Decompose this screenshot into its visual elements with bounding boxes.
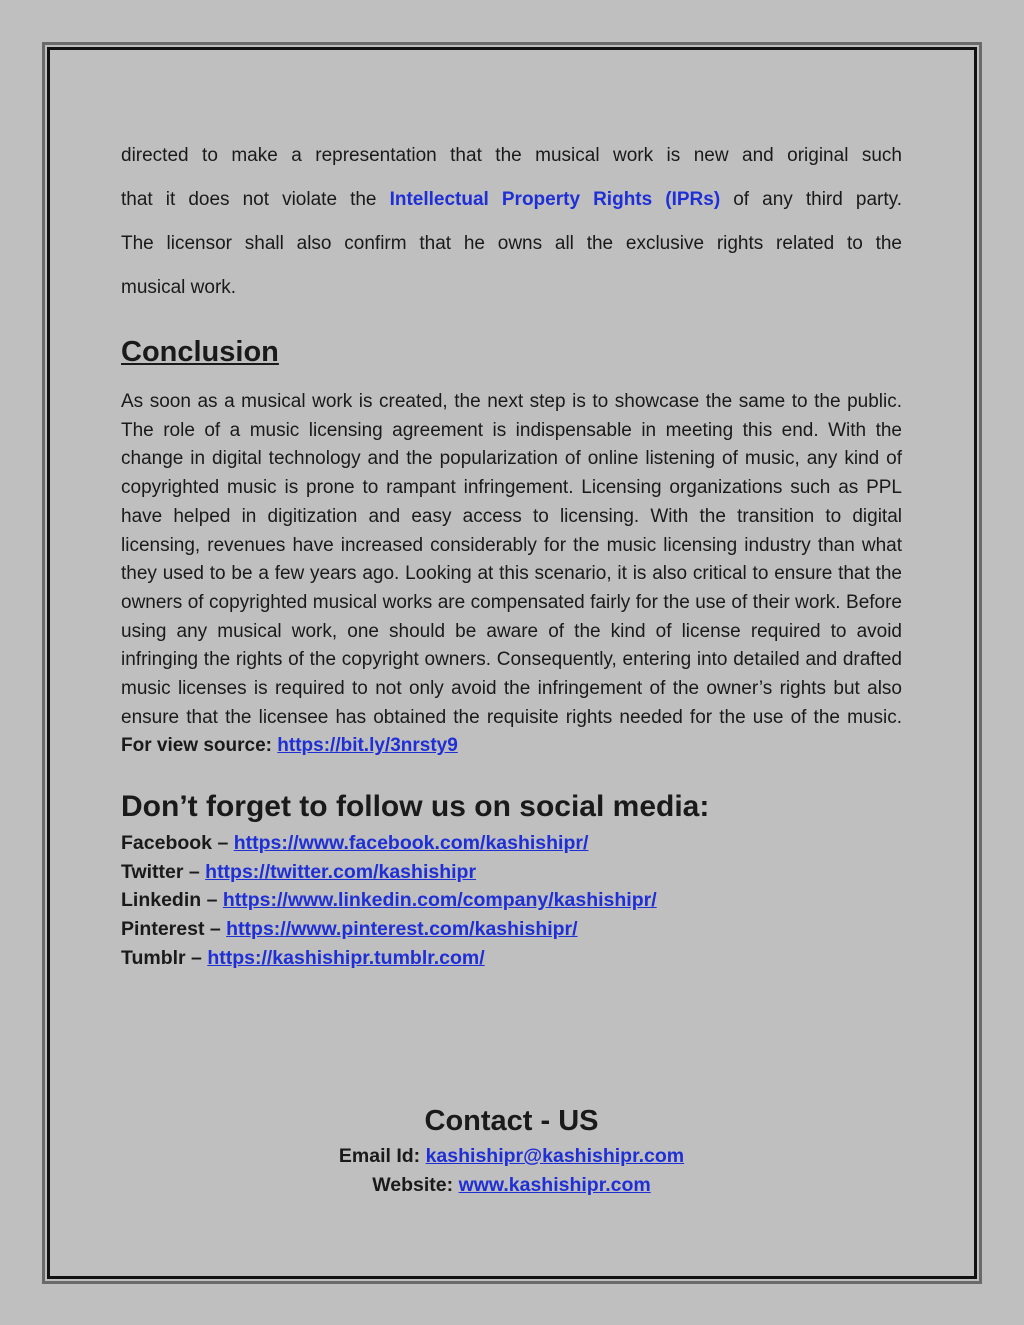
social-item-tumblr <box>121 944 902 973</box>
website-row <box>121 1171 902 1200</box>
social-item-twitter <box>121 858 902 887</box>
intro-line-2-start: that it does not violate the <box>121 189 390 210</box>
contact-heading: Contact - US <box>424 1105 599 1137</box>
linkedin-label: Linkedin – <box>121 889 223 912</box>
intro-line-1: directed to make a representation that the musical work is new and original such <box>121 145 902 166</box>
ipr-link[interactable]: Intellectual Property Rights (IPRs) <box>389 189 721 210</box>
document-content <box>121 134 902 972</box>
email-label: Email Id: <box>338 1145 426 1167</box>
facebook-link[interactable]: https://www.facebook.com/kashishipr/ <box>233 832 589 855</box>
conclusion-paragraph <box>121 388 902 761</box>
conclusion-text: As soon as a musical work is created, the next step is to showcase the same to the public. The role of a music licensing agreement is indispensable in meeting this end. With the change in digital technology and the popularization of online listening of music, any kind of copyrighted music is prone to rampant infringement. Licensing organizations such as PPL have helped in digitization and easy access to licensing. With the transition to digital licensing, revenues have increased considerably for the music licensing industry than what they used to be a few years ago. Looking at this scenario, it is also critical to ensure that the owners of copyrighted musical works are compensated fairly for the use of their work. Before using any musical work, one should be aware of the kind of license required to avoid infringing the rights of the copyright owners. Consequently, entering into detailed and drafted music licenses is required to not only avoid the infringement of the owner’s rights but also ensure that the licensee has obtained the requisite rights needed for the use of the music. <box>121 391 902 728</box>
social-media-heading: Don’t forget to follow us on social media: <box>121 790 710 824</box>
contact-section <box>121 1100 902 1200</box>
linkedin-link[interactable]: https://www.linkedin.com/company/kashishipr/ <box>222 889 657 912</box>
social-item-pinterest <box>121 915 902 944</box>
tumblr-label: Tumblr – <box>121 946 208 969</box>
website-link[interactable]: www.kashishipr.com <box>458 1174 651 1196</box>
social-item-facebook <box>121 829 902 858</box>
facebook-label: Facebook – <box>121 832 234 855</box>
twitter-label: Twitter – <box>121 860 206 883</box>
twitter-link[interactable]: https://twitter.com/kashishipr <box>205 860 477 883</box>
intro-line-3: The licensor shall also confirm that he owns all the exclusive rights related to the <box>121 233 902 254</box>
intro-paragraph <box>121 134 902 310</box>
email-link[interactable]: kashishipr@kashishipr.com <box>425 1145 685 1167</box>
tumblr-link[interactable]: https://kashishipr.tumblr.com/ <box>207 946 485 969</box>
intro-line-2-end: of any third party. <box>720 189 902 210</box>
email-row <box>121 1142 902 1171</box>
intro-line-2 <box>121 178 902 222</box>
website-label: Website: <box>372 1174 459 1196</box>
conclusion-heading: Conclusion <box>121 336 279 368</box>
social-item-linkedin <box>121 886 902 915</box>
intro-line-4: musical work. <box>121 277 237 298</box>
view-source-link[interactable]: https://bit.ly/3nrsty9 <box>277 735 458 757</box>
view-source-label: For view source: <box>121 735 272 757</box>
pinterest-link[interactable]: https://www.pinterest.com/kashishipr/ <box>226 917 578 940</box>
pinterest-label: Pinterest – <box>121 917 227 940</box>
social-links-list <box>121 829 902 972</box>
